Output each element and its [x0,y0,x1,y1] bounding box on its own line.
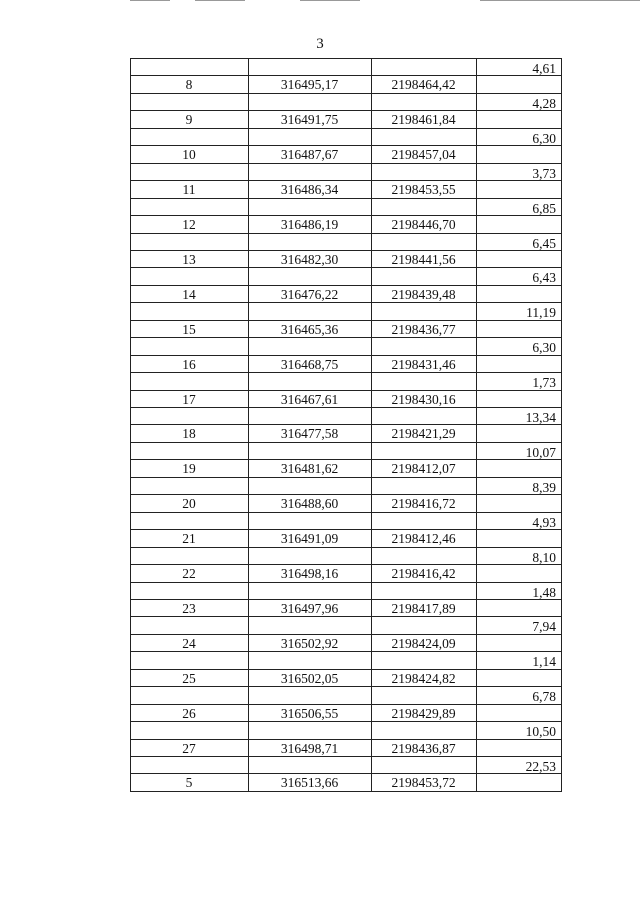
segment-distance: 6,30 [532,340,556,355]
row-divider [130,93,562,94]
segment-distance: 6,78 [532,689,556,704]
row-divider [130,616,562,617]
coordinate-x: 316495,17 [280,77,339,92]
coordinate-x: 316476,22 [280,287,339,302]
coordinate-x: 316487,67 [280,147,339,162]
segment-distance: 8,39 [532,480,556,495]
coordinate-y: 2198424,09 [391,636,456,651]
coordinate-y: 2198424,82 [391,671,456,686]
segment-distance: 4,93 [532,515,556,530]
row-divider [130,302,562,303]
segment-distance: 1,48 [532,585,556,600]
point-number: 18 [182,426,196,441]
coordinate-y: 2198441,56 [391,252,456,267]
row-divider [130,704,562,705]
segment-distance: 3,73 [532,166,556,181]
row-divider [130,791,562,792]
segment-distance: 1,14 [532,654,556,669]
coordinate-x: 316502,92 [280,636,339,651]
point-number: 24 [182,636,196,651]
coordinate-y: 2198461,84 [391,112,456,127]
row-divider [130,512,562,513]
coordinate-x: 316513,66 [280,775,339,790]
coordinate-y: 2198412,07 [391,461,456,476]
point-number: 27 [182,741,196,756]
point-number: 11 [182,182,196,197]
coordinate-x: 316491,09 [280,531,339,546]
coordinate-x: 316486,34 [280,182,339,197]
segment-distance: 11,19 [526,305,556,320]
point-number: 10 [182,147,196,162]
row-divider [130,442,562,443]
row-divider [130,267,562,268]
coordinate-y: 2198430,16 [391,392,456,407]
scan-edge-line [300,0,360,1]
point-number: 9 [185,112,193,127]
coordinate-x: 316491,75 [280,112,339,127]
coordinate-x: 316468,75 [280,357,339,372]
row-divider [130,582,562,583]
row-divider [130,337,562,338]
segment-distance: 6,45 [532,236,556,251]
coordinate-x: 316481,62 [280,461,339,476]
page-number: 3 [316,36,324,52]
point-number: 25 [182,671,196,686]
scan-edge-line [130,0,170,1]
row-divider [130,547,562,548]
segment-distance: 10,07 [525,445,556,460]
row-divider [130,198,562,199]
coordinate-x: 316482,30 [280,252,339,267]
point-number: 8 [185,77,193,92]
point-number: 17 [182,392,196,407]
row-divider [130,285,562,286]
point-number: 23 [182,601,196,616]
coordinate-x: 316498,71 [280,741,339,756]
row-divider [130,128,562,129]
coordinate-y: 2198439,48 [391,287,456,302]
row-divider [130,651,562,652]
coordinate-y: 2198436,87 [391,741,456,756]
coordinate-y: 2198412,46 [391,531,456,546]
point-number: 15 [182,322,196,337]
point-number: 22 [182,566,196,581]
coordinate-y: 2198453,72 [391,775,456,790]
coordinate-y: 2198416,72 [391,496,456,511]
segment-distance: 1,73 [532,375,556,390]
coordinate-y: 2198436,77 [391,322,456,337]
coordinate-y: 2198457,04 [391,147,456,162]
coordinate-x: 316498,16 [280,566,339,581]
segment-distance: 22,53 [525,759,556,774]
point-number: 19 [182,461,196,476]
coordinate-y: 2198453,55 [391,182,456,197]
point-number: 20 [182,496,196,511]
segment-distance: 6,43 [532,270,556,285]
row-divider [130,372,562,373]
row-divider [130,686,562,687]
coordinate-y: 2198417,89 [391,601,456,616]
segment-distance: 6,30 [532,131,556,146]
row-divider [130,721,562,722]
point-number: 16 [182,357,196,372]
coordinate-y: 2198446,70 [391,217,456,232]
point-number: 5 [185,775,193,790]
segment-distance: 10,50 [525,724,556,739]
row-divider [130,407,562,408]
coordinate-x: 316506,55 [280,706,339,721]
coordinate-x: 316497,96 [280,601,339,616]
coordinate-x: 316502,05 [280,671,339,686]
row-divider [130,233,562,234]
row-divider [130,163,562,164]
segment-distance: 8,10 [532,550,556,565]
row-divider [130,390,562,391]
segment-distance: 6,85 [532,201,556,216]
row-divider [130,58,562,59]
segment-distance: 4,28 [532,96,556,111]
segment-distance: 13,34 [525,410,556,425]
segment-distance: 7,94 [532,619,556,634]
coordinate-y: 2198464,42 [391,77,456,92]
row-divider [130,756,562,757]
row-divider [130,634,562,635]
coordinate-x: 316477,58 [280,426,339,441]
row-divider [130,669,562,670]
coordinate-y: 2198429,89 [391,706,456,721]
coordinate-x: 316467,61 [280,392,339,407]
coordinate-x: 316486,19 [280,217,339,232]
row-divider [130,355,562,356]
coordinate-x: 316488,60 [280,496,339,511]
point-number: 26 [182,706,196,721]
row-divider [130,320,562,321]
point-number: 14 [182,287,196,302]
scan-edge-line [480,0,640,1]
coordinate-y: 2198431,46 [391,357,456,372]
point-number: 21 [182,531,196,546]
segment-distance: 4,61 [532,61,556,76]
coordinates-table [130,58,562,791]
coordinate-y: 2198421,29 [391,426,456,441]
coordinate-y: 2198416,42 [391,566,456,581]
point-number: 12 [182,217,196,232]
row-divider [130,477,562,478]
scan-edge-line [195,0,245,1]
coordinate-x: 316465,36 [280,322,339,337]
point-number: 13 [182,252,196,267]
row-divider [130,739,562,740]
